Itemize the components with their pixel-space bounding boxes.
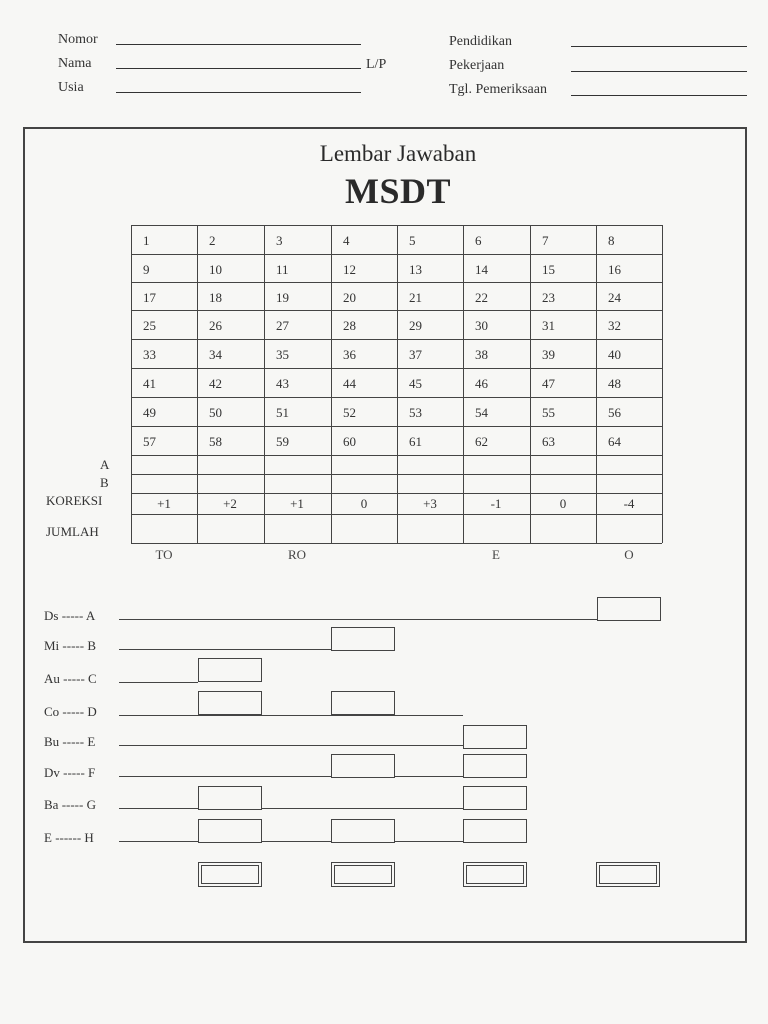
tgl-pemeriksaan-field[interactable] [571,95,747,96]
answer-cell-number[interactable]: 32 [608,318,621,333]
usia-label: Usia [58,80,84,95]
grid-row-line [131,368,662,369]
pekerjaan-field[interactable] [571,71,747,72]
answer-cell-number[interactable]: 50 [209,405,222,420]
answer-cell-number[interactable]: 57 [143,434,156,449]
score-box[interactable] [463,786,527,810]
answer-cell-number[interactable]: 46 [475,376,488,391]
column-footer-label: O [624,547,634,562]
answer-cell-number[interactable]: 21 [409,290,422,305]
nama-label: Nama [58,56,92,71]
answer-cell-number[interactable]: 45 [409,376,422,391]
answer-cell-number[interactable]: 5 [409,233,416,248]
test-name: MSDT [344,171,451,211]
lp-label: L/P [366,57,387,72]
answer-cell-number[interactable]: 49 [143,405,156,420]
answer-cell-number[interactable]: 29 [409,318,422,333]
score-box[interactable] [463,754,527,778]
answer-cell-number[interactable]: 23 [542,290,555,305]
score-box[interactable] [198,658,262,682]
grid-row-line [131,282,662,283]
answer-cell-number[interactable]: 63 [542,434,555,449]
answer-cell-number[interactable]: 28 [343,318,356,333]
scale-pair-label: Ba ----- G [44,797,96,812]
scale-pair-label: Mi ----- B [44,638,96,653]
score-box[interactable] [463,725,527,749]
score-box[interactable] [331,627,395,651]
grid-row-line [131,225,662,226]
answer-cell-number[interactable]: 36 [343,347,356,362]
answer-cell-number[interactable]: 61 [409,434,422,449]
score-box[interactable] [597,597,661,621]
answer-cell-number[interactable]: 11 [276,262,289,277]
row-label-a: A [100,457,110,472]
koreksi-value: 0 [360,496,368,511]
sheet-title: Lembar Jawaban [319,141,477,166]
scale-pair-label: Bu ----- E [44,734,96,749]
answer-cell-number[interactable]: 34 [209,347,222,362]
answer-cell-number[interactable]: 64 [608,434,621,449]
scale-pair-label: Dv ----- F [44,765,96,780]
answer-cell-number[interactable]: 41 [143,376,156,391]
scale-pair-label: Ds ----- A [44,608,96,623]
koreksi-value: +3 [423,496,437,511]
scale-pair-label: Au ----- C [44,671,97,686]
koreksi-value: -4 [623,496,635,511]
grid-row-line [131,455,662,456]
answer-cell-number[interactable]: 51 [276,405,289,420]
answer-cell-number[interactable]: 42 [209,376,222,391]
score-box[interactable] [198,786,262,810]
grid-column-line [662,225,663,543]
answer-cell-number[interactable]: 38 [475,347,488,362]
answer-cell-number[interactable]: 8 [608,233,615,248]
answer-cell-number[interactable]: 15 [542,262,555,277]
grid-row-line [131,310,662,311]
answer-cell-number[interactable]: 12 [343,262,356,277]
answer-cell-number[interactable]: 24 [608,290,621,305]
answer-cell-number[interactable]: 10 [209,262,222,277]
grid-row-line [131,426,662,427]
answer-cell-number[interactable]: 52 [343,405,356,420]
koreksi-value: 0 [559,496,567,511]
answer-cell-number[interactable]: 20 [343,290,356,305]
pendidikan-label: Pendidikan [449,34,512,49]
answer-cell-number[interactable]: 4 [343,233,350,248]
grid-row-line [131,493,662,494]
usia-field[interactable] [116,92,361,93]
answer-cell-number[interactable]: 16 [608,262,621,277]
answer-cell-number[interactable]: 19 [276,290,289,305]
nama-field[interactable] [116,68,361,69]
scale-pair-line [119,619,597,620]
answer-cell-number[interactable]: 31 [542,318,555,333]
nomor-label: Nomor [58,32,98,47]
grid-row-line [131,254,662,255]
pekerjaan-label: Pekerjaan [449,58,505,73]
answer-cell-number[interactable]: 48 [608,376,621,391]
koreksi-value: +1 [157,496,171,511]
tgl-pemeriksaan-label: Tgl. Pemeriksaan [449,82,547,97]
answer-cell-number[interactable]: 54 [475,405,488,420]
total-score-box[interactable] [331,862,395,887]
answer-cell-number[interactable]: 59 [276,434,289,449]
scale-pair-line [119,682,198,683]
answer-cell-number[interactable]: 55 [542,405,555,420]
grid-row-line [131,514,662,515]
answer-cell-number[interactable]: 35 [276,347,289,362]
answer-cell-number[interactable]: 27 [276,318,289,333]
answer-cell-number[interactable]: 2 [209,233,216,248]
column-footer-label: TO [155,547,173,562]
score-box[interactable] [331,691,395,715]
total-score-box[interactable] [463,862,527,887]
answer-cell-number[interactable]: 17 [143,290,156,305]
answer-cell-number[interactable]: 37 [409,347,422,362]
koreksi-value: +1 [290,496,304,511]
total-score-box[interactable] [596,862,660,887]
score-box[interactable] [463,819,527,843]
answer-cell-number[interactable]: 60 [343,434,356,449]
column-footer-label: RO [287,547,307,562]
scale-pair-line [119,649,331,650]
grid-row-line [131,397,662,398]
grid-row-line [131,339,662,340]
score-box[interactable] [198,691,262,715]
scale-pair-line [119,776,463,777]
answer-cell-number[interactable]: 7 [542,233,549,248]
answer-cell-number[interactable]: 22 [475,290,488,305]
answer-cell-number[interactable]: 6 [475,233,482,248]
row-label-koreksi: KOREKSI [46,493,103,508]
scale-pair-line [119,745,463,746]
answer-cell-number[interactable]: 33 [143,347,156,362]
answer-cell-number[interactable]: 3 [276,233,283,248]
answer-cell-number[interactable]: 53 [409,405,422,420]
scale-pair-line [119,808,463,809]
grid-row-line [131,474,662,475]
pendidikan-field[interactable] [571,46,747,47]
koreksi-value: +2 [223,496,237,511]
column-footer-label: E [492,547,500,562]
score-box[interactable] [331,819,395,843]
answer-cell-number[interactable]: 25 [143,318,156,333]
answer-cell-number[interactable]: 13 [409,262,422,277]
scale-pair-label: E ------ H [44,830,94,845]
nomor-field[interactable] [116,44,361,45]
answer-cell-number[interactable]: 43 [276,376,289,391]
answer-cell-number[interactable]: 47 [542,376,555,391]
answer-cell-number[interactable]: 1 [143,233,150,248]
answer-cell-number[interactable]: 14 [475,262,488,277]
answer-cell-number[interactable]: 40 [608,347,621,362]
grid-row-line [131,543,662,544]
row-label-jumlah: JUMLAH [46,524,99,539]
scale-pair-label: Co ----- D [44,704,97,719]
score-box[interactable] [331,754,395,778]
answer-cell-number[interactable]: 30 [475,318,488,333]
answer-cell-number[interactable]: 39 [542,347,555,362]
answer-cell-number[interactable]: 56 [608,405,621,420]
answer-cell-number[interactable]: 62 [475,434,488,449]
row-label-b: B [100,475,109,490]
answer-cell-number[interactable]: 44 [343,376,356,391]
answer-cell-number[interactable]: 58 [209,434,222,449]
total-score-box[interactable] [198,862,262,887]
answer-cell-number[interactable]: 26 [209,318,222,333]
scale-pair-line [119,715,463,716]
koreksi-value: -1 [490,496,502,511]
answer-cell-number[interactable]: 18 [209,290,222,305]
answer-cell-number[interactable]: 9 [143,262,150,277]
score-box[interactable] [198,819,262,843]
